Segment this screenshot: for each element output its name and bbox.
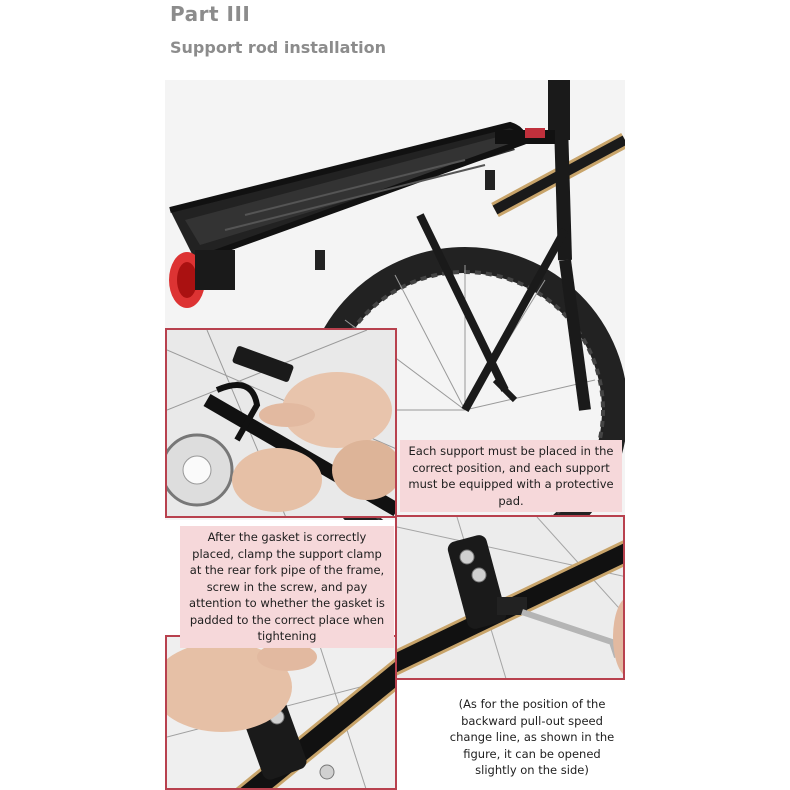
clamp-screw-photo [395,515,625,680]
support-pad-caption: Each support must be placed in the correct position, and each support must be equipped with a protective pad. [400,440,622,512]
clamp-closeup-photo [165,635,397,790]
section-subtitle: Support rod installation [170,38,386,57]
gasket-clamp-caption: After the gasket is correctly placed, clamp the support clamp at the rear fork pipe of the frame, screw in the screw, and pay attention to whether the gasket is padded to the correct place when tightening [180,526,394,648]
speed-change-line-caption: (As for the position of the backward pull-out speed change line, as shown in the figure, it can be opened slightly on the side) [442,696,622,779]
pad-placement-photo [165,328,397,518]
part-title: Part III [170,2,251,26]
